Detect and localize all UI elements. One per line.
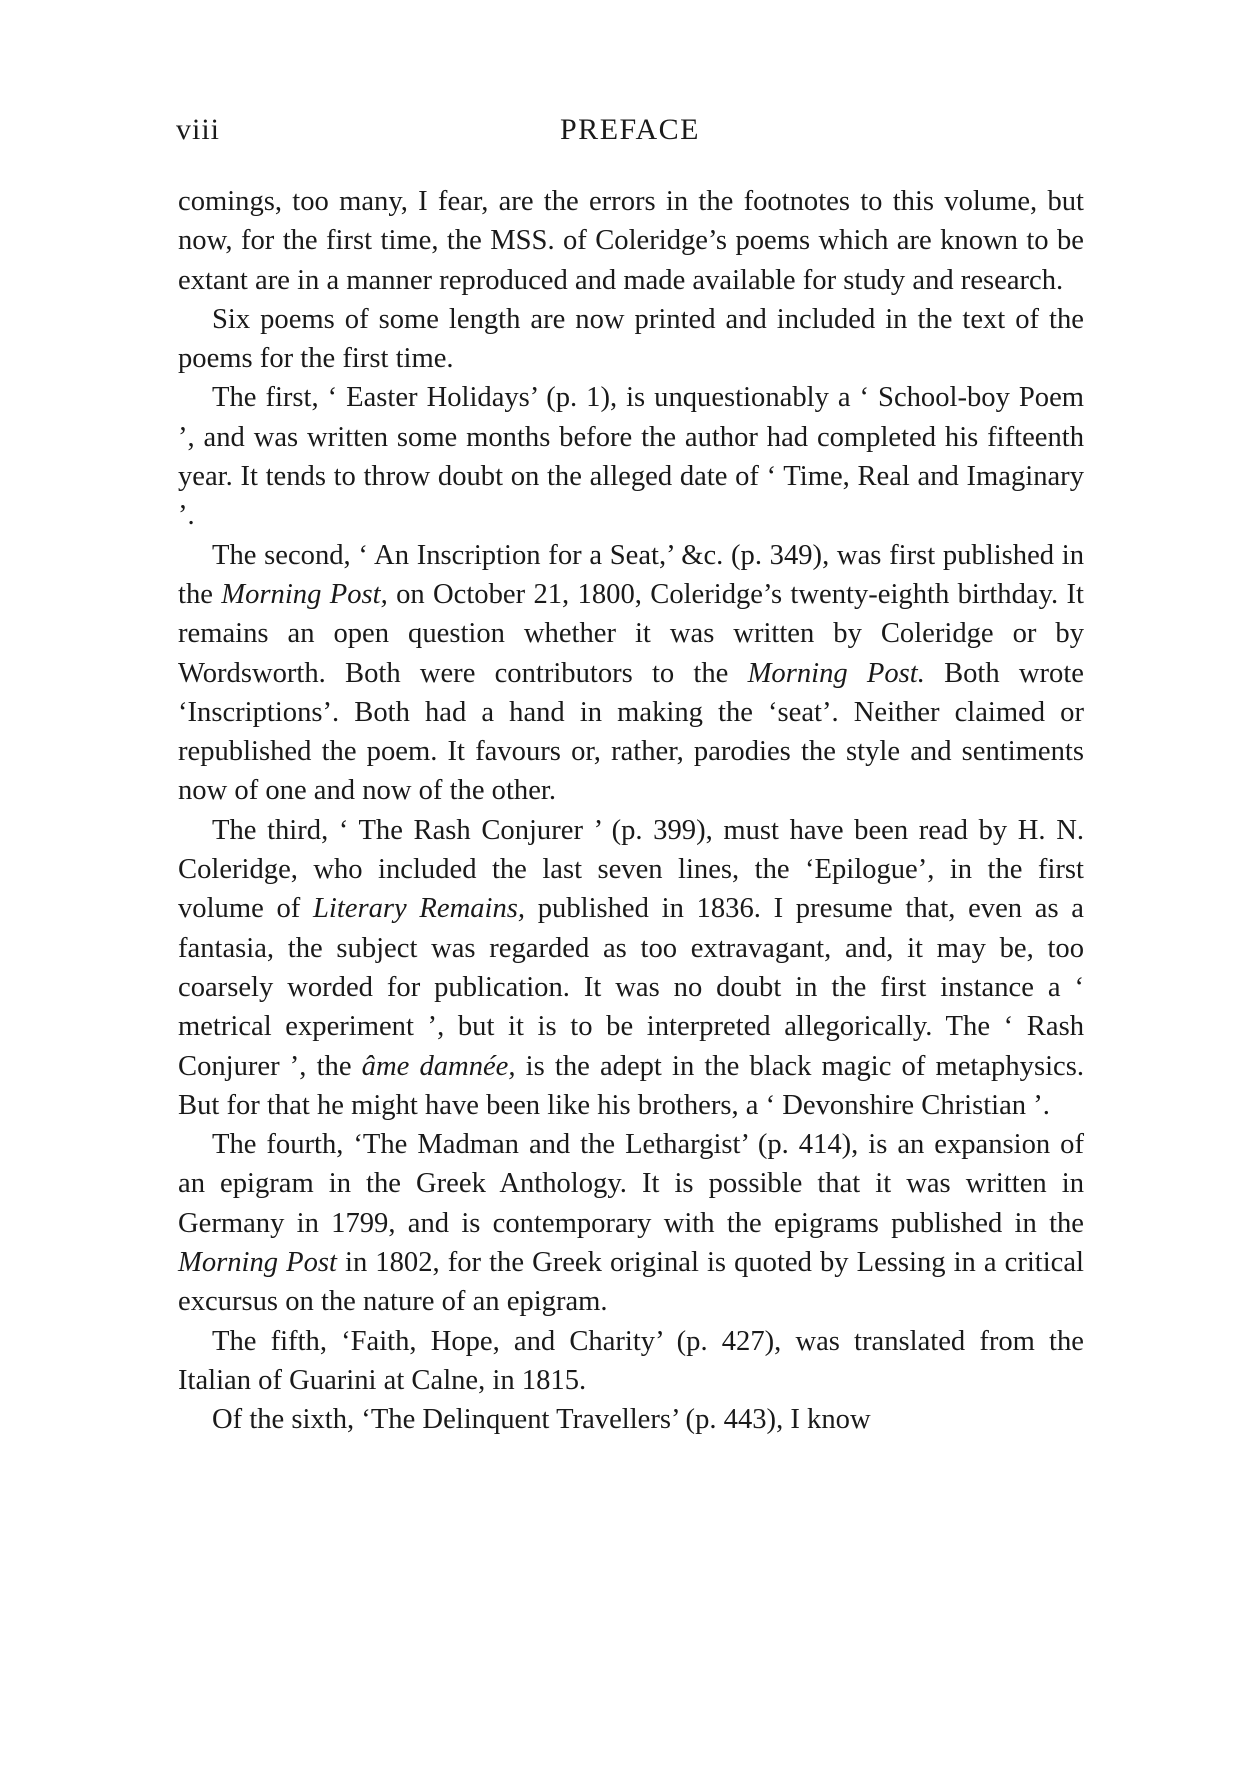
text-run: Six poems of some length are now printed and included in the text of the poems for the first time. [178, 303, 1084, 375]
body-text [178, 182, 1084, 1440]
page-header [176, 113, 1084, 153]
italic-title: Literary Remains, [312, 893, 526, 925]
paragraph [178, 1400, 1084, 1439]
paragraph [178, 1125, 1084, 1321]
text-run: comings, too many, I fear, are the errors in the footnotes to this volume, but now, for the first time, the MSS. of Coleridge’s poems which are known to be extant are in a manner reproduced and made available for study and research. [178, 186, 1084, 296]
running-title: PREFACE [560, 113, 700, 146]
italic-title: Morning Post. [747, 657, 925, 689]
italic-title: Morning Post [178, 1247, 337, 1279]
italic-title: Morning Post, [221, 578, 388, 610]
text-run: Of the sixth, ‘The Delinquent Travellers’ (p. 443), I know [212, 1404, 871, 1436]
text-run: in 1802, for the Greek original is quoted by Lessing in a critical excursus on the nature of an epigram. [178, 1247, 1085, 1318]
paragraph [178, 811, 1084, 1125]
text-run: on October 21, 1800, Coleridge’s twenty-eighth birthday. It remains an open question whether it was written by Coleridge or by Wordsworth. Both were contributors to the [178, 578, 1084, 689]
text-run: Both wrote ‘Inscriptions’. Both had a hand in making the ‘seat’. Neither claimed or republished the poem. It favours or, rather, parodies the style and sentiments now of one and now of the other. [178, 657, 1084, 807]
text-run: The fourth, ‘The Madman and the Lethargist’ (p. 414), is an expansion of an epigram in the Greek Anthology. It is possible that it was written in Germany in 1799, and is contemporary with the epigrams published in the [178, 1129, 1084, 1239]
text-run: published in 1836. I presume that, even as a fantasia, the subject was regarded as too extravagant, and, it may be, too coarsely worded for publication. It was no doubt in the first instance a ‘ metrical experiment ’, but it is to be interpreted allegorically. The ‘ Rash Conjurer ’, the [178, 893, 1084, 1082]
paragraph [178, 536, 1084, 811]
text-run: The fifth, ‘Faith, Hope, and Charity’ (p. 427), was translated from the Italian of Guarini at Calne, in 1815. [178, 1325, 1084, 1396]
paragraph [178, 1322, 1084, 1401]
paragraph [178, 378, 1084, 535]
text-run: is the adept in the black magic of metaphysics. But for that he might have been like his brothers, a ‘ Devonshire Christian ’. [178, 1050, 1084, 1121]
text-run: The second, ‘ An Inscription for a Seat,’ &c. (p. 349), was first published in the [178, 539, 1084, 610]
paragraph [178, 300, 1084, 379]
page-number: viii [176, 113, 221, 146]
italic-title: âme damnée, [361, 1050, 516, 1082]
text-run: The first, ‘ Easter Holidays’ (p. 1), is unquestionably a ‘ School-boy Poem ’, and was written some months before the author had completed his fifteenth year. It tends to throw doubt on the alleged date of ‘ Time, Real and Imaginary ’. [178, 382, 1084, 532]
paragraph [178, 182, 1084, 300]
text-run: The third, ‘ The Rash Conjurer ’ (p. 399), must have been read by H. N. Coleridge, who included the last seven lines, the ‘Epilogue’, in the first volume of [178, 814, 1084, 925]
